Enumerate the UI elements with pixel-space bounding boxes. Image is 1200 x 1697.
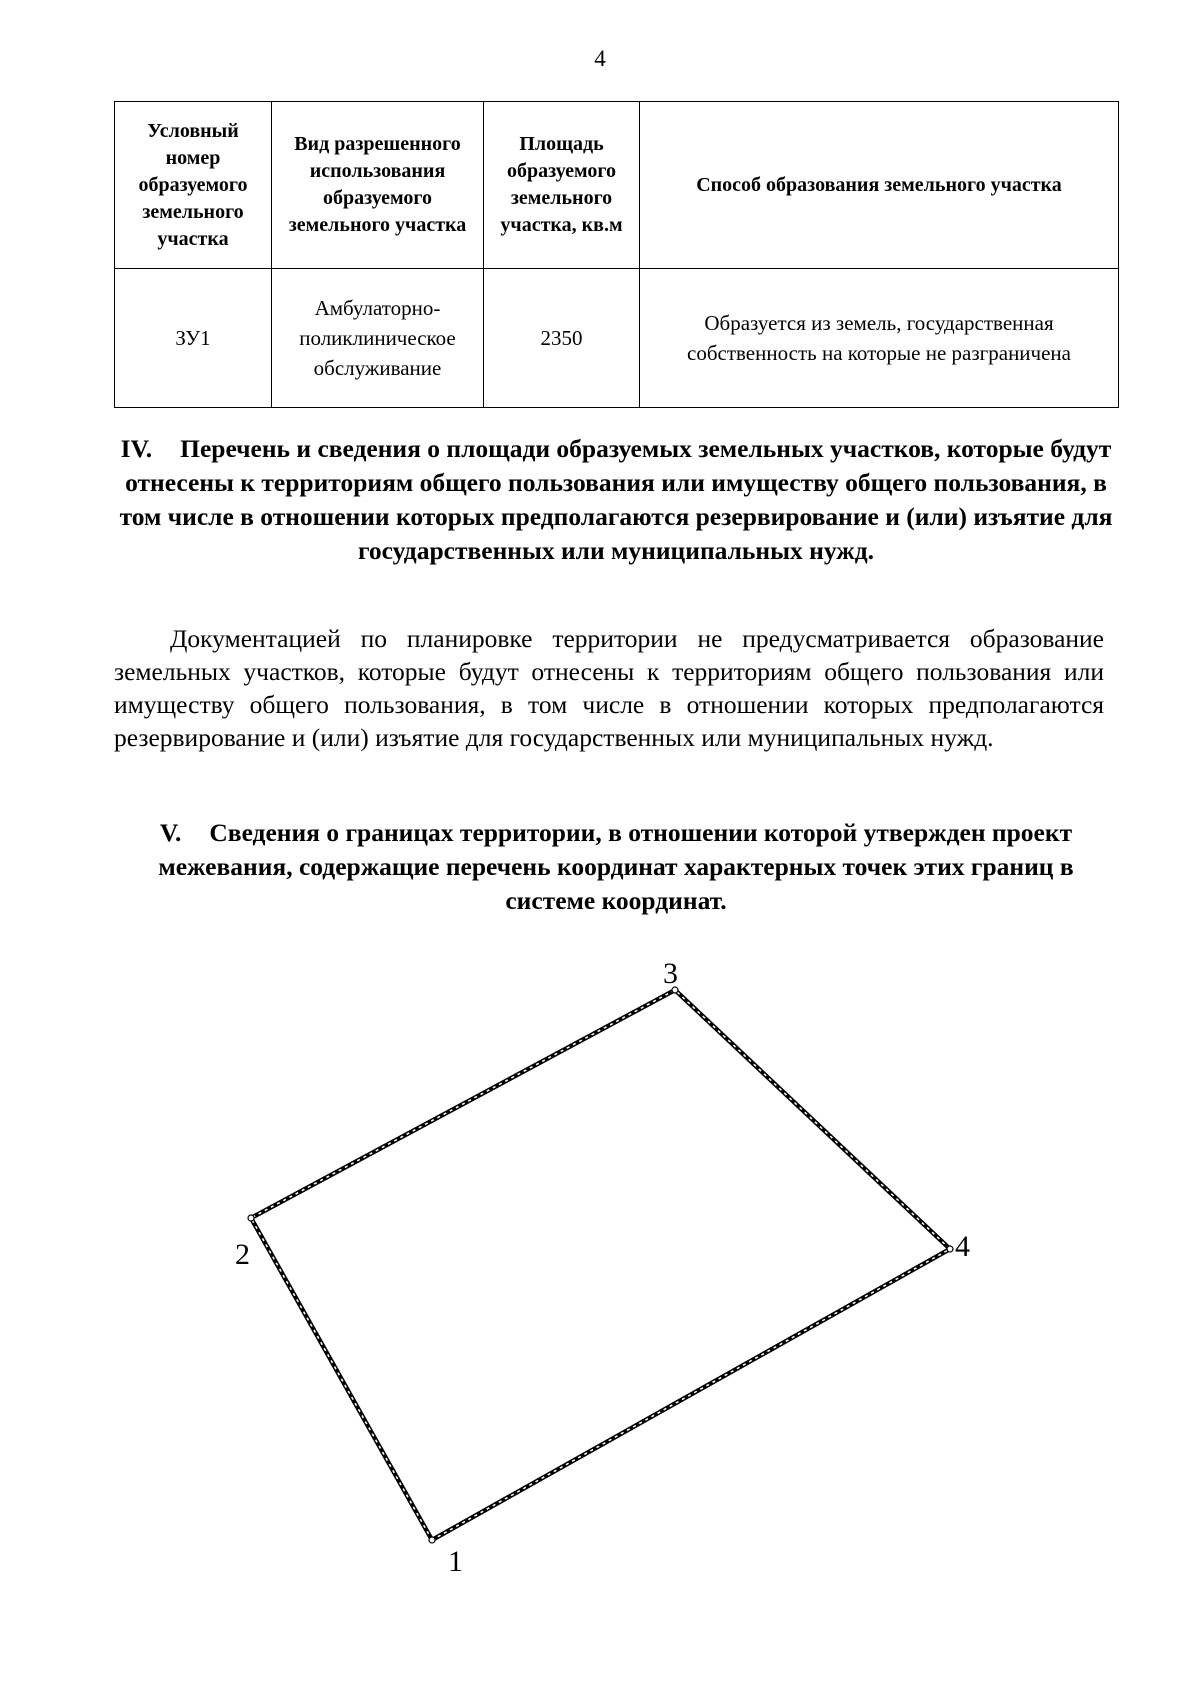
cell-permitted-use: Амбулаторно-поликлиническое обслуживание	[272, 269, 484, 408]
header-permitted-use: Вид разрешенного использования образуемого земельного участка	[272, 102, 484, 269]
cell-area: 2350	[484, 269, 640, 408]
boundary-lines	[251, 990, 950, 1540]
header-plot-number: Условный номер образуемого земельного участка	[115, 102, 272, 269]
point-label-1: 1	[448, 1545, 463, 1578]
point-label-3: 3	[663, 957, 678, 990]
boundary-polygon-base	[251, 990, 950, 1540]
boundary-vertices	[248, 987, 953, 1543]
boundary-polygon-hatch	[251, 990, 950, 1540]
vertex-2	[248, 1215, 254, 1221]
section-4-paragraph: Документацией по планировке территории не предусматривается образование земельных участков, которые будут отнесены к территориям общего пользования или имуществу общего пользования, в том числе в отношении которых предполагаются резервирование и (или) изъятие для государственных или муниципальных нужд.	[114, 624, 1104, 752]
section-5-title: Сведения о границах территории, в отношении которой утвержден проект межевания, содержащие перечень координат характерных точек этих границ в системе координат.	[158, 818, 1074, 915]
header-formation-method: Способ образования земельного участка	[640, 102, 1119, 269]
cell-plot-number: ЗУ1	[115, 269, 272, 408]
vertex-4	[947, 1246, 953, 1252]
header-area: Площадь образуемого земельного участка, кв.м	[484, 102, 640, 269]
section-5-number: V.	[159, 818, 182, 847]
page-number: 4	[594, 46, 606, 71]
point-label-4: 4	[955, 1230, 970, 1263]
cell-formation-method: Образуется из земель, государственная собственность на которые не разграничена	[640, 269, 1119, 408]
section-4-number: IV.	[120, 434, 153, 463]
point-label-2: 2	[235, 1238, 250, 1271]
vertex-1	[429, 1537, 435, 1543]
section-4-title: Перечень и сведения о площади образуемых земельных участков, которые будут отнесены к территориям общего пользования или имуществу общего пользования, в том числе в отношении которых предполагаются резервирование и (или) изъятие для государственных или муниципальных нужд.	[119, 434, 1113, 565]
